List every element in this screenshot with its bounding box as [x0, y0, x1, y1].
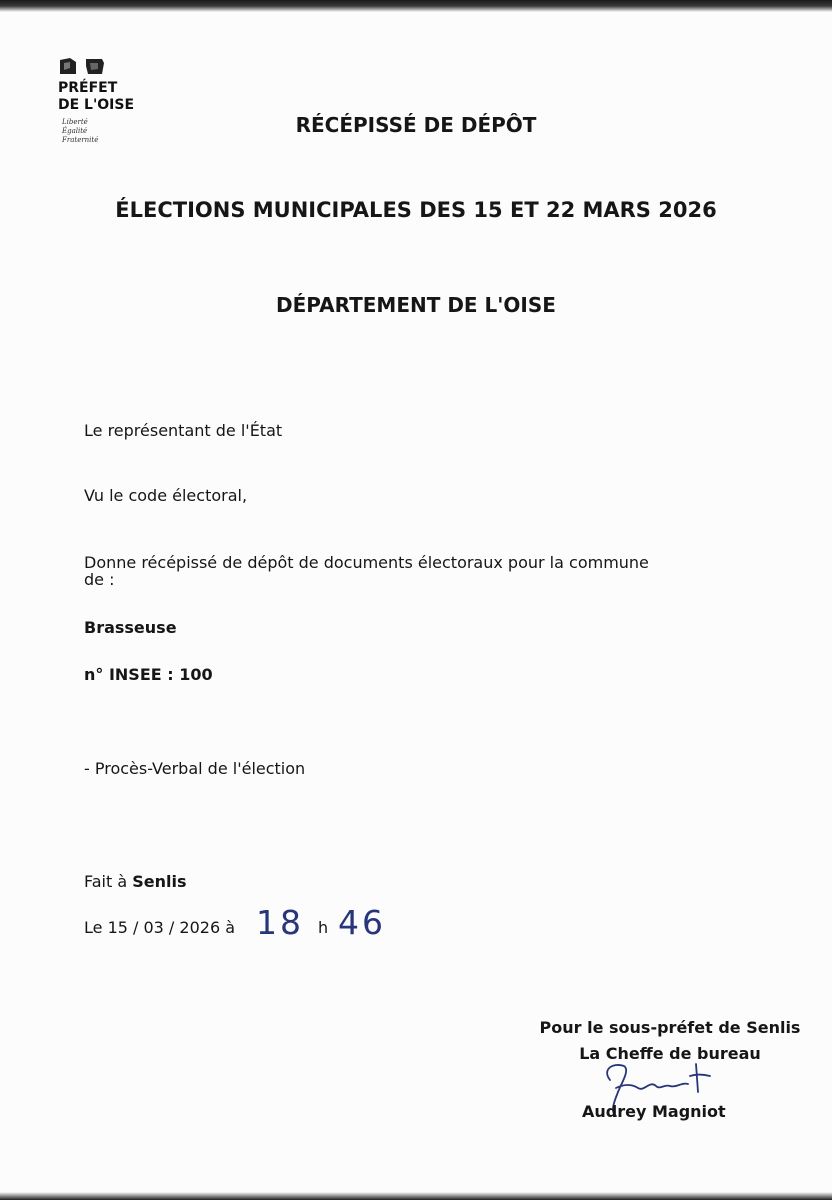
- motto-egalite: Égalité: [62, 127, 88, 135]
- hour-separator: h: [318, 918, 329, 937]
- motto-fraternite: Fraternité: [62, 136, 99, 144]
- prefecture-line-1: PRÉFET: [58, 80, 118, 96]
- handwritten-hour: 18: [256, 903, 304, 942]
- handwritten-minute: 46: [338, 903, 386, 942]
- place-line: [84, 872, 187, 891]
- declaration-line-2: de :: [84, 570, 115, 589]
- electoral-code-line: Vu le code électoral,: [84, 486, 248, 505]
- date-line: Le 15 / 03 / 2026 à: [84, 918, 236, 937]
- department-title: DÉPARTEMENT DE L'OISE: [276, 293, 556, 317]
- place-name: Senlis: [132, 872, 187, 891]
- signatory-line-1: Pour le sous-préfet de Senlis: [539, 1018, 801, 1037]
- document-item: - Procès-Verbal de l'élection: [84, 759, 306, 778]
- signatory-line-2: La Cheffe de bureau: [579, 1044, 761, 1063]
- marianne-logo-icon: [58, 56, 108, 76]
- signatory-name: Audrey Magniot: [582, 1102, 726, 1121]
- declaration-line-1: Donne récépissé de dépôt de documents électoraux pour la commune: [84, 553, 649, 572]
- place-prefix: Fait à: [84, 872, 133, 891]
- prefecture-name: [58, 80, 134, 114]
- commune-name: Brasseuse: [84, 618, 177, 637]
- motto-liberte: Liberté: [62, 118, 88, 126]
- insee-number: n° INSEE : 100: [84, 665, 213, 684]
- prefecture-line-2: DE L'OISE: [58, 97, 135, 113]
- elections-title: ÉLECTIONS MUNICIPALES DES 15 ET 22 MARS 2026: [115, 198, 717, 222]
- representative-line: Le représentant de l'État: [84, 421, 283, 440]
- scan-top-edge: [0, 0, 832, 12]
- scan-bottom-edge: [0, 1192, 832, 1200]
- receipt-title: RÉCÉPISSÉ DE DÉPÔT: [295, 113, 537, 137]
